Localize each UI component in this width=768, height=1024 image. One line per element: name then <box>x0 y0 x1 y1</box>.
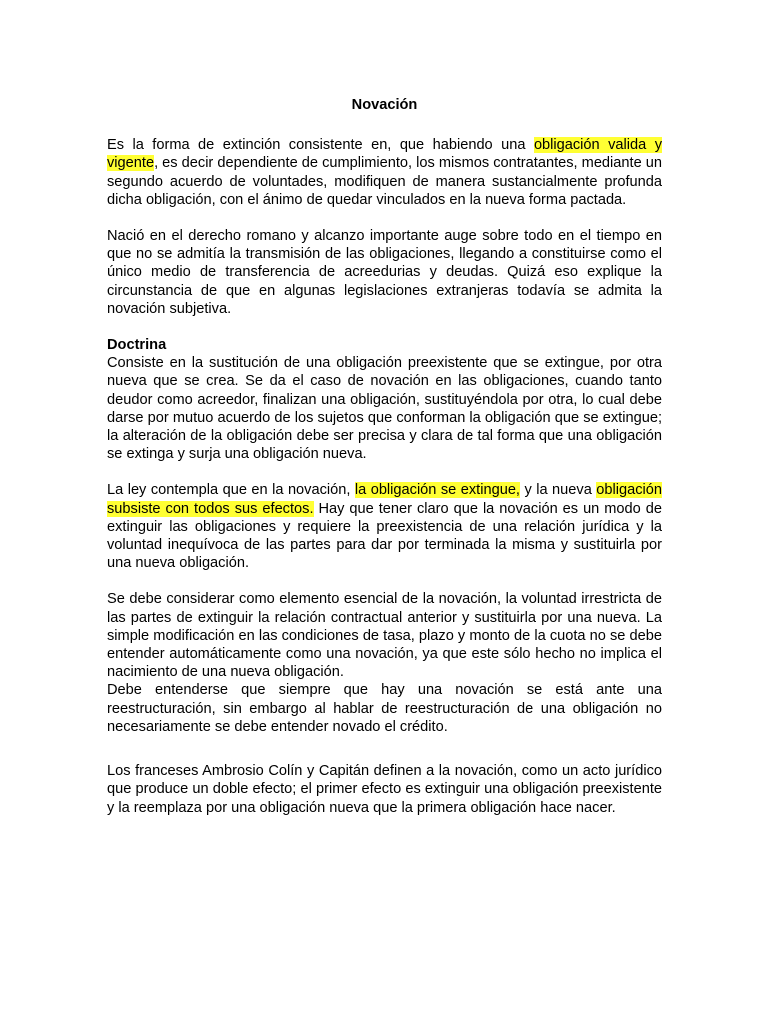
text-run: Es la forma de extinción consistente en, que habiendo una <box>107 137 534 154</box>
paragraph-origin: Nació en el derecho romano y alcanzo importante auge sobre todo en el tiempo en que no se admitía la transmisión de las obligaciones, llegando a constituirse como el único medio de transferencia de acreedurias y deudas. Quizá eso explique la circunstancia de que en algunas legislaciones extranjeras todavía se admita la novación subjetiva. <box>107 228 662 317</box>
paragraph-law <box>107 481 662 572</box>
paragraph-spacer <box>107 572 662 590</box>
paragraph-spacer <box>107 209 662 227</box>
paragraph-essential-element: Se debe considerar como elemento esencial de la novación, la voluntad irrestricta de las partes de extinguir la relación contractual anterior y sustituirla por una nueva. La simple modificación en las condiciones de tasa, plazo y monto de la cuota no se debe entender automáticamente como una novación, ya que este sólo hecho no implica el nacimiento de una nueva obligación. <box>107 591 662 681</box>
highlighted-text: obligación subsiste con todos sus efectos. <box>107 482 663 517</box>
paragraph-spacer <box>107 318 662 336</box>
highlighted-text: la obligación se extingue, <box>354 482 520 499</box>
section-heading-doctrina: Doctrina <box>107 337 167 354</box>
text-run: , es decir dependiente de cumplimiento, los mismos contratantes, mediante un segundo acuerdo de voluntades, modifiquen de manera sustancialmente profunda dicha obligación, con el ánimo de quedar vinculados en la nueva forma pactada. <box>107 155 662 208</box>
paragraph-french-authors: Los franceses Ambrosio Colín y Capitán definen a la novación, como un acto jurídico que produce un doble efecto; el primer efecto es extinguir una obligación preexistente y la reemplaza por una obligación nueva que la primera obligación hace nacer. <box>107 763 662 816</box>
paragraph-restructuring: Debe entenderse que siempre que hay una novación se está ante una reestructuración, sin embargo al hablar de reestructuración de una obligación no necesariamente se debe entender novado el crédito. <box>107 682 662 735</box>
paragraph-spacer <box>107 463 662 481</box>
text-run: La ley contempla que en la novación, <box>107 482 355 499</box>
document-page <box>107 96 662 817</box>
text-run: y la nueva <box>520 482 597 499</box>
paragraph-definition <box>107 136 662 209</box>
document-title: Novación <box>351 97 418 113</box>
highlighted-text: obligación valida y vigente <box>107 137 662 172</box>
text-run: Hay que tener claro que la novación es un modo de extinguir las obligaciones y requiere la preexistencia de una relación jurídica y la voluntad inequívoca de las partes para dar por terminada la misma y sustituirla por una nueva obligación. <box>107 500 662 572</box>
paragraph-doctrina: Consiste en la sustitución de una obligación preexistente que se extingue, por otra nueva que se crea. Se da el caso de novación en las obligaciones, cuando tanto deudor como acreedor, finalizan una obligación, sustituyéndola por otra, lo cual debe darse por mutuo acuerdo de los sujetos que conforman la obligación que se extingue; la alteración de la obligación debe ser precisa y clara de tal forma que una obligación se extinga y surja una obligación nueva. <box>107 355 662 463</box>
paragraph-spacer <box>107 736 662 762</box>
